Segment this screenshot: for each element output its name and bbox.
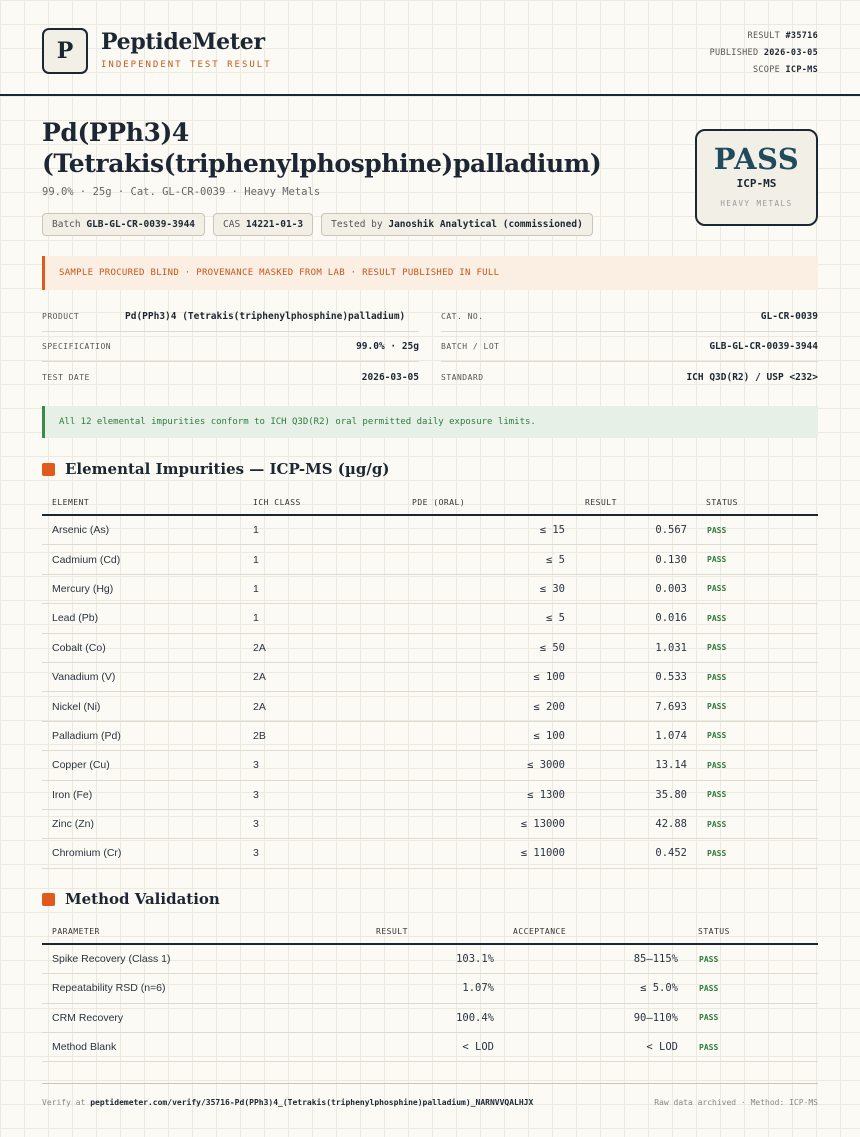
acceptance-range: < LOD: [646, 1041, 678, 1054]
impurities-section-header: [42, 460, 389, 478]
report-header: [0, 0, 860, 96]
result-number: #35716: [785, 31, 818, 41]
pass-stamp-method: ICP-MS: [736, 177, 777, 190]
ich-class: 3: [253, 759, 259, 772]
result-value: 35.80: [655, 788, 687, 801]
ich-class: 1: [253, 553, 259, 566]
element-name: Iron (Fe): [52, 788, 93, 801]
pde-limit: ≤ 200: [533, 700, 565, 713]
column-header: ELEMENT: [52, 498, 90, 507]
product-title: Pd(PPh3)4 (Tetrakis(triphenylphosphine)palladium): [42, 118, 602, 178]
conformance-notice: All 12 elemental impurities conform to ICH Q3D(R2) oral permitted daily exposure limits.: [42, 406, 818, 438]
pde-limit: ≤ 30: [539, 582, 565, 595]
result-value: 0.003: [655, 582, 687, 595]
impurity-row: [42, 722, 818, 751]
pde-limit: ≤ 1300: [527, 788, 565, 801]
column-header: STATUS: [698, 927, 730, 936]
pde-limit: ≤ 100: [533, 671, 565, 684]
pass-status-badge: PASS: [707, 584, 727, 594]
info-row-product: [42, 302, 419, 332]
pass-status-badge: PASS: [707, 848, 727, 858]
acceptance-range: 90–110%: [633, 1011, 678, 1024]
impurity-row: [42, 545, 818, 574]
product-chips: [42, 213, 593, 236]
pde-limit: ≤ 11000: [520, 847, 565, 860]
impurity-row: [42, 810, 818, 839]
element-name: Copper (Cu): [52, 759, 110, 772]
impurity-row: [42, 751, 818, 780]
pass-status-badge: PASS: [699, 954, 719, 964]
pass-status-badge: PASS: [707, 819, 727, 829]
published-label: PUBLISHED: [709, 48, 759, 58]
pass-status-badge: PASS: [707, 555, 727, 565]
info-value: Pd(PPh3)4 (Tetrakis(triphenylphosphine)palladium): [125, 311, 406, 322]
verify-line: [42, 1098, 533, 1107]
result-value: 0.016: [655, 612, 687, 625]
pde-limit: ≤ 3000: [527, 759, 565, 772]
validation-table-header: [42, 919, 818, 945]
scope-value: ICP-MS: [785, 65, 818, 75]
result-value: 0.533: [655, 671, 687, 684]
info-label: TEST DATE: [42, 372, 90, 382]
impurity-row: [42, 663, 818, 692]
cas-chip-value: 14221-01-3: [245, 219, 304, 230]
pass-status-badge: PASS: [707, 760, 727, 770]
parameter-name: Spike Recovery (Class 1): [52, 953, 171, 966]
verify-link[interactable]: peptidemeter.com/verify/35716-Pd(PPh3)4_(Tetrakis(triphenylphosphine)palladium)_NARNVVQALHJX: [90, 1098, 534, 1107]
impurity-row: [42, 575, 818, 604]
report-footer: [42, 1083, 818, 1107]
column-header: STATUS: [706, 498, 738, 507]
brand-name: PeptideMeter: [101, 29, 265, 55]
archive-note: Raw data archived · Method: ICP-MS: [654, 1098, 818, 1107]
pass-status-badge: PASS: [707, 613, 727, 623]
impurity-row: [42, 692, 818, 721]
impurity-row: [42, 634, 818, 663]
impurity-row: [42, 839, 818, 868]
validation-row: [42, 974, 818, 1003]
info-grid-left: [42, 302, 419, 392]
result-value: 1.074: [655, 729, 687, 742]
info-value: 2026-03-05: [361, 371, 419, 383]
impurity-row: [42, 604, 818, 633]
pass-stamp-category: HEAVY METALS: [720, 199, 793, 208]
result-value: < LOD: [462, 1041, 494, 1054]
acceptance-range: ≤ 5.0%: [640, 982, 678, 995]
info-row-specification: [42, 332, 419, 362]
tested-by-label: Tested by: [331, 219, 383, 230]
published-date: 2026-03-05: [763, 48, 818, 58]
info-label: PRODUCT: [42, 312, 80, 321]
pass-status-badge: PASS: [707, 731, 727, 741]
pass-status-badge: PASS: [699, 1042, 719, 1052]
result-value: 1.07%: [462, 982, 494, 995]
ich-class: 3: [253, 818, 259, 831]
impurity-row: [42, 781, 818, 810]
element-name: Chromium (Cr): [52, 847, 122, 860]
result-value: 0.452: [655, 847, 687, 860]
result-value: 0.130: [655, 553, 687, 566]
element-name: Mercury (Hg): [52, 582, 114, 595]
validation-row: [42, 945, 818, 974]
batch-chip-value: GLB-GL-CR-0039-3944: [86, 219, 196, 230]
info-label: CAT. NO.: [441, 312, 484, 321]
info-label: STANDARD: [441, 372, 484, 382]
ich-class: 1: [253, 582, 259, 595]
column-header: RESULT: [376, 927, 408, 936]
ich-class: 1: [253, 524, 259, 537]
pde-limit: ≤ 13000: [520, 818, 565, 831]
tested-by-chip: [321, 213, 593, 236]
result-label: RESULT: [747, 31, 781, 41]
blind-procurement-notice: SAMPLE PROCURED BLIND · PROVENANCE MASKED FROM LAB · RESULT PUBLISHED IN FULL: [42, 256, 818, 290]
element-name: Palladium (Pd): [52, 729, 121, 742]
column-header: ICH CLASS: [253, 498, 301, 507]
pass-stamp: [695, 129, 818, 226]
ich-class: 2A: [253, 700, 266, 713]
info-row-standard: [441, 362, 818, 392]
cas-chip-label: CAS: [223, 219, 241, 230]
result-value: 13.14: [655, 759, 687, 772]
section-marker-icon: [42, 463, 55, 476]
pass-status-badge: PASS: [707, 672, 727, 682]
logo-icon: P: [42, 28, 88, 74]
section-marker-icon: [42, 893, 55, 906]
pde-limit: ≤ 15: [539, 524, 565, 537]
parameter-name: CRM Recovery: [52, 1011, 124, 1024]
ich-class: 3: [253, 847, 259, 860]
element-name: Cobalt (Co): [52, 641, 106, 654]
element-name: Nickel (Ni): [52, 700, 101, 713]
info-value: GLB-GL-CR-0039-3944: [709, 341, 818, 352]
column-header: ACCEPTANCE: [513, 927, 567, 936]
impurities-section-title: Elemental Impurities — ICP-MS (µg/g): [65, 460, 390, 478]
pass-status-badge: PASS: [699, 983, 719, 993]
impurity-row: [42, 516, 818, 545]
element-name: Zinc (Zn): [52, 818, 94, 831]
verify-label: Verify at: [42, 1098, 86, 1107]
info-row-batch-lot: [441, 332, 818, 362]
validation-row: [42, 1004, 818, 1033]
pde-limit: ≤ 50: [539, 641, 565, 654]
column-header: RESULT: [585, 498, 617, 507]
batch-chip-label: Batch: [52, 219, 81, 230]
validation-table-body: [42, 945, 818, 1062]
batch-chip: [42, 213, 205, 236]
pass-status-badge: PASS: [707, 525, 727, 535]
validation-row: [42, 1033, 818, 1062]
element-name: Lead (Pb): [52, 612, 99, 625]
parameter-name: Repeatability RSD (n=6): [52, 982, 166, 995]
ich-class: 3: [253, 788, 259, 801]
parameter-name: Method Blank: [52, 1041, 117, 1054]
pass-stamp-status: PASS: [713, 142, 800, 176]
acceptance-range: 85–115%: [633, 953, 678, 966]
tested-by-value: Janoshik Analytical (commissioned): [388, 219, 583, 230]
info-label: SPECIFICATION: [42, 342, 112, 351]
result-value: 103.1%: [456, 953, 494, 966]
impurities-table: [42, 490, 818, 869]
info-value: GL-CR-0039: [760, 311, 818, 322]
pde-limit: ≤ 100: [533, 729, 565, 742]
result-value: 7.693: [655, 700, 687, 713]
impurities-table-body: [42, 516, 818, 869]
column-header: PARAMETER: [52, 927, 100, 936]
ich-class: 2A: [253, 641, 266, 654]
brand-subtitle: INDEPENDENT TEST RESULT: [101, 60, 272, 70]
result-value: 42.88: [655, 818, 687, 831]
info-label: BATCH / LOT: [441, 342, 500, 351]
ich-class: 1: [253, 612, 259, 625]
cas-chip: [213, 213, 313, 236]
info-grid-right: [441, 302, 818, 392]
info-row-cat-no: [441, 302, 818, 332]
result-value: 100.4%: [456, 1011, 494, 1024]
element-name: Vanadium (V): [52, 671, 116, 684]
pass-status-badge: PASS: [707, 643, 727, 653]
element-name: Cadmium (Cd): [52, 553, 121, 566]
report-meta: [710, 28, 818, 79]
info-value: 99.0% · 25g: [356, 341, 419, 352]
impurities-table-header: [42, 490, 818, 516]
pass-status-badge: PASS: [699, 1013, 719, 1023]
ich-class: 2A: [253, 671, 266, 684]
validation-table: [42, 919, 818, 1062]
validation-section-header: [42, 890, 220, 908]
pass-status-badge: PASS: [707, 702, 727, 712]
pass-status-badge: PASS: [707, 790, 727, 800]
result-value: 0.567: [655, 524, 687, 537]
result-value: 1.031: [655, 641, 687, 654]
element-name: Arsenic (As): [52, 524, 110, 537]
ich-class: 2B: [253, 729, 266, 742]
validation-section-title: Method Validation: [65, 890, 220, 908]
info-value: ICH Q3D(R2) / USP <232>: [686, 371, 818, 383]
scope-label: SCOPE: [752, 65, 781, 75]
product-subtitle: 99.0% · 25g · Cat. GL-CR-0039 · Heavy Metals: [42, 186, 321, 198]
column-header: PDE (ORAL): [412, 498, 466, 507]
pde-limit: ≤ 5: [546, 553, 565, 566]
info-row-test-date: [42, 362, 419, 392]
pde-limit: ≤ 5: [546, 612, 565, 625]
